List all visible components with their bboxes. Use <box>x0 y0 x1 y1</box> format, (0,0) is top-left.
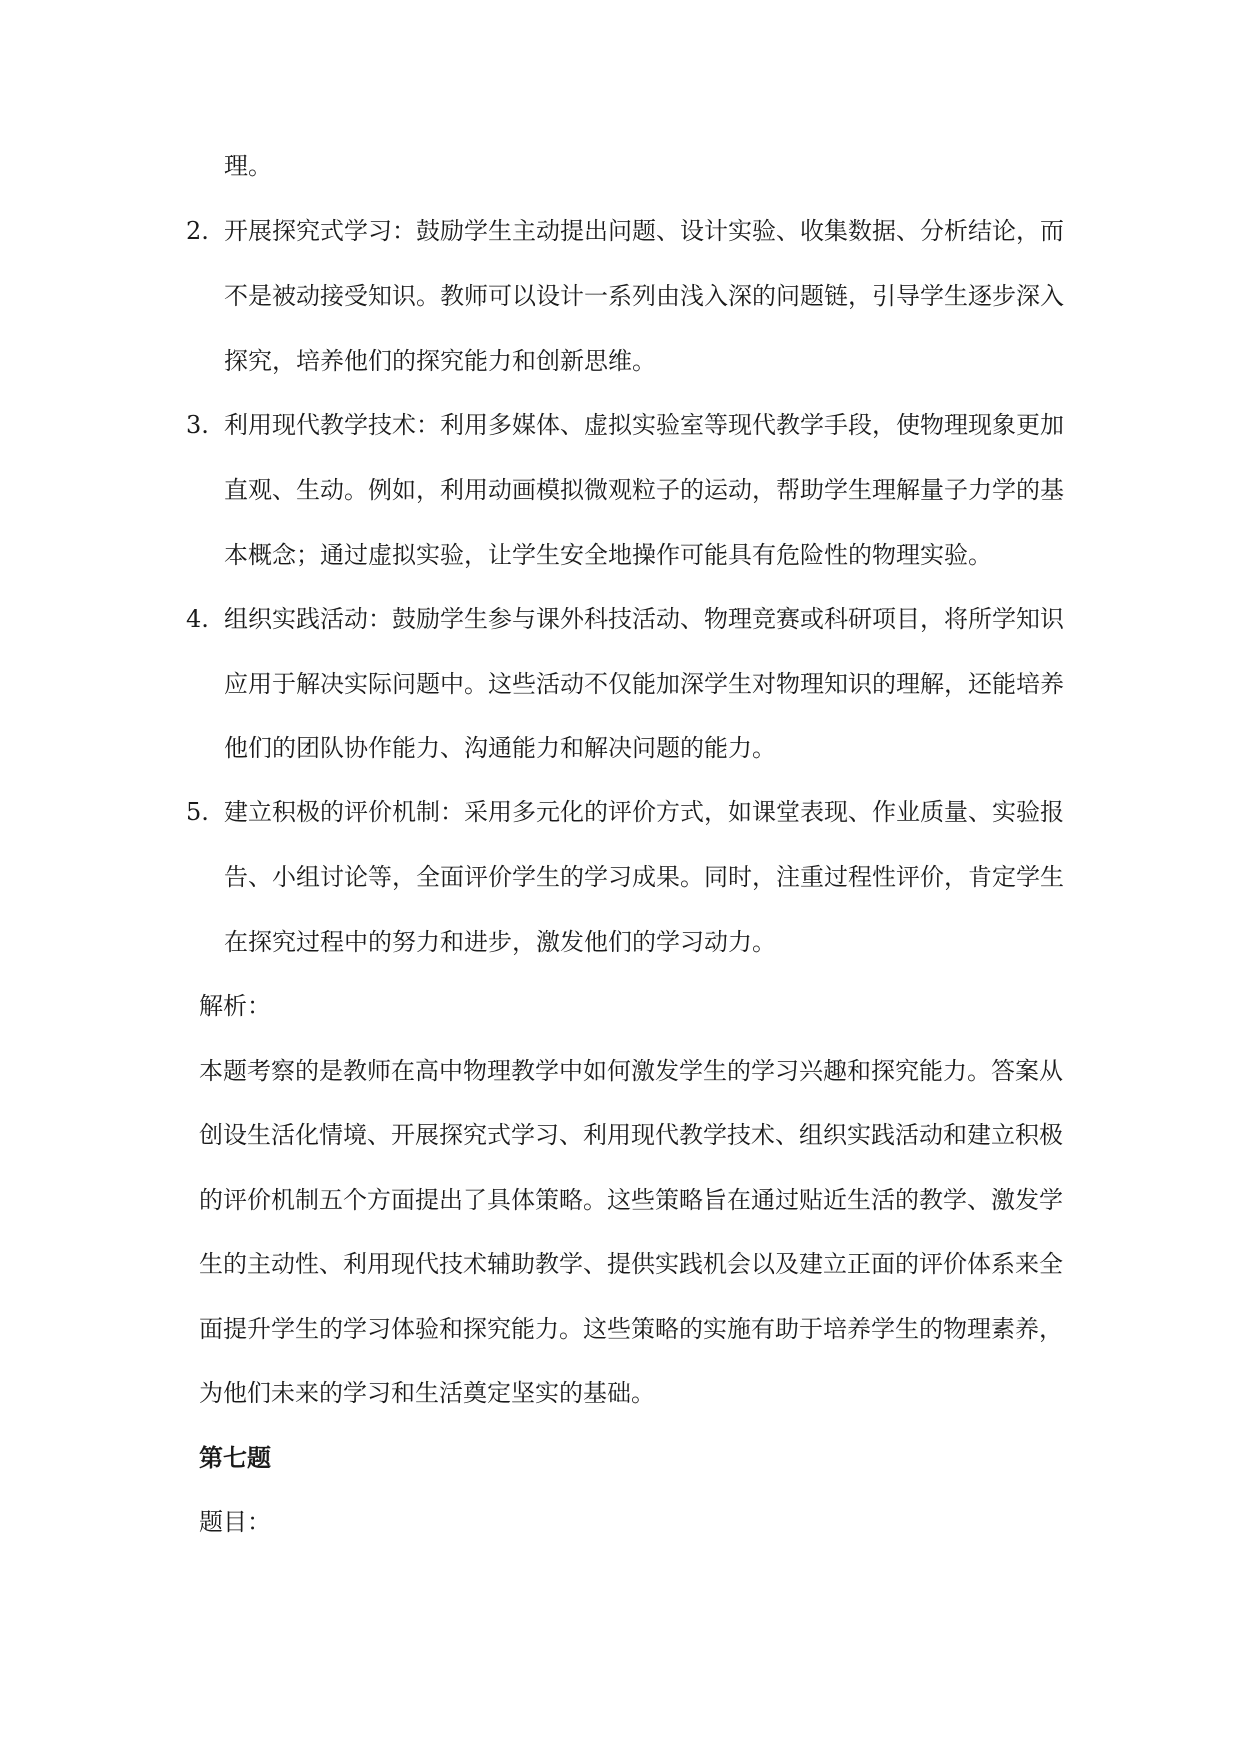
list-item-number: 5. <box>186 798 209 826</box>
list-item-line: 他们的团队协作能力、沟通能力和解决问题的能力。 <box>224 734 776 762</box>
list-item-line: 应用于解决实际问题中。这些活动不仅能加深学生对物理知识的理解，还能培养 <box>224 670 1064 698</box>
analysis-line: 创设生活化情境、开展探究式学习、利用现代教学技术、组织实践活动和建立积极 <box>199 1121 1063 1149</box>
list-item-line: 开展探究式学习：鼓励学生主动提出问题、设计实验、收集数据、分析结论，而 <box>224 217 1064 245</box>
question-label: 题目： <box>199 1508 271 1536</box>
analysis-label: 解析： <box>199 992 271 1020</box>
analysis-line: 为他们未来的学习和生活奠定坚实的基础。 <box>199 1379 655 1407</box>
list-item-line: 建立积极的评价机制：采用多元化的评价方式，如课堂表现、作业质量、实验报 <box>224 798 1064 826</box>
list-item-number: 3. <box>186 411 209 439</box>
analysis-line: 面提升学生的学习体验和探究能力。这些策略的实施有助于培养学生的物理素养， <box>199 1315 1063 1343</box>
list-item-line: 不是被动接受知识。教师可以设计一系列由浅入深的问题链，引导学生逐步深入 <box>224 282 1064 310</box>
list-item-line: 本概念；通过虚拟实验，让学生安全地操作可能具有危险性的物理实验。 <box>224 541 992 569</box>
section-heading: 第七题 <box>199 1443 271 1472</box>
analysis-line: 生的主动性、利用现代技术辅助教学、提供实践机会以及建立正面的评价体系来全 <box>199 1250 1063 1278</box>
analysis-line: 本题考察的是教师在高中物理教学中如何激发学生的学习兴趣和探究能力。答案从 <box>199 1057 1063 1085</box>
list-item-number: 2. <box>186 217 209 245</box>
analysis-line: 的评价机制五个方面提出了具体策略。这些策略旨在通过贴近生活的教学、激发学 <box>199 1186 1063 1214</box>
list-item-line: 利用现代教学技术：利用多媒体、虚拟实验室等现代教学手段，使物理现象更加 <box>224 411 1064 439</box>
continuation-text: 理。 <box>224 152 272 180</box>
list-item-number: 4. <box>186 605 209 633</box>
list-item-line: 告、小组讨论等，全面评价学生的学习成果。同时，注重过程性评价，肯定学生 <box>224 863 1064 891</box>
list-item-line: 在探究过程中的努力和进步，激发他们的学习动力。 <box>224 928 776 956</box>
list-item-line: 组织实践活动：鼓励学生参与课外科技活动、物理竞赛或科研项目，将所学知识 <box>224 605 1064 633</box>
list-item-line: 探究，培养他们的探究能力和创新思维。 <box>224 347 656 375</box>
list-item-line: 直观、生动。例如，利用动画模拟微观粒子的运动，帮助学生理解量子力学的基 <box>224 476 1064 504</box>
